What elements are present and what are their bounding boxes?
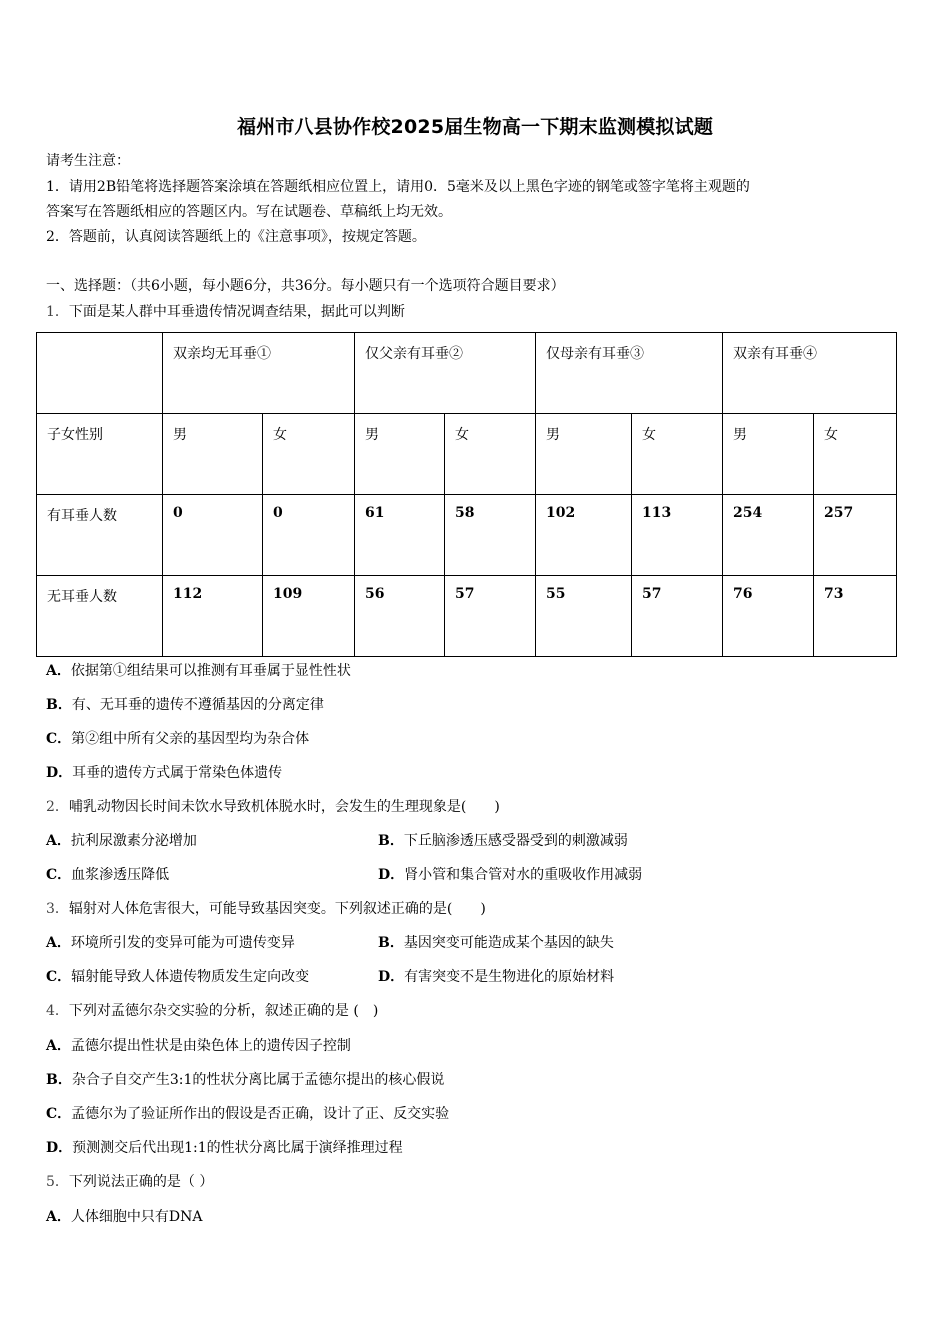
table-cell: 男: [723, 414, 814, 495]
table-cell: 女: [814, 414, 897, 495]
notice-item-1b: 答案写在答题纸相应的答题区内。写在试题卷、草稿纸上均无效。: [46, 204, 452, 220]
section-heading: 一、选择题：（共6小题，每小题6分，共36分。每小题只有一个选项符合题目要求）: [46, 278, 565, 294]
table-cell: 57: [632, 576, 723, 657]
option-text: 肾小管和集合管对水的重吸收作用减弱: [404, 867, 643, 883]
question-stem: 哺乳动物因长时间未饮水导致机体脱水时，会发生的生理现象是( ): [68, 799, 500, 815]
option-c: [46, 1104, 449, 1124]
group-header: 双亲有耳垂④: [723, 333, 897, 414]
table-cell: 55: [536, 576, 632, 657]
option-text: 抗利尿激素分泌增加: [70, 833, 197, 849]
table-cell: 56: [355, 576, 445, 657]
table-cell: 102: [536, 495, 632, 576]
row-label: 有耳垂人数: [37, 495, 163, 576]
table-cell: 76: [723, 576, 814, 657]
table-cell: 113: [632, 495, 723, 576]
row-label: 无耳垂人数: [37, 576, 163, 657]
question-stem: 下面是某人群中耳垂遗传情况调查结果，据此可以判断: [68, 304, 405, 320]
option-c: [46, 865, 169, 885]
table-cell: 0: [163, 495, 263, 576]
option-a: [46, 831, 197, 851]
option-b: [378, 933, 614, 953]
option-text: 辐射能导致人体遗传物质发生定向改变: [71, 969, 310, 985]
table-cell: [37, 333, 163, 414]
table-cell: 男: [536, 414, 632, 495]
option-text: 依据第①组结果可以推测有耳垂属于显性性状: [70, 663, 351, 679]
option-label: B．: [46, 1072, 72, 1088]
question-4: [46, 1001, 378, 1021]
option-a: [46, 1207, 202, 1227]
notice-heading: 请考生注意：: [46, 153, 130, 169]
question-2: [46, 797, 500, 817]
table-cell: 0: [263, 495, 355, 576]
question-number: 4．: [46, 1003, 69, 1019]
table-row: [37, 414, 897, 495]
option-a: [46, 661, 351, 681]
question-5: [46, 1172, 213, 1192]
option-text: 孟德尔提出性状是由染色体上的遗传因子控制: [70, 1038, 351, 1054]
option-label: C．: [46, 969, 72, 985]
option-b: [46, 695, 324, 715]
question-number: 3．: [46, 901, 69, 917]
option-c: [46, 729, 309, 749]
table-cell: 73: [814, 576, 897, 657]
option-c: [46, 967, 309, 987]
table-cell: 57: [445, 576, 536, 657]
option-text: 有害突变不是生物进化的原始材料: [404, 969, 615, 985]
option-text: 基因突变可能造成某个基因的缺失: [403, 935, 614, 951]
option-text: 耳垂的遗传方式属于常染色体遗传: [72, 765, 283, 781]
option-label: A．: [46, 833, 71, 849]
question-number: 2．: [46, 799, 69, 815]
question-stem: 下列说法正确的是（ ）: [68, 1174, 214, 1190]
group-header: 仅母亲有耳垂③: [536, 333, 723, 414]
option-a: [46, 1036, 351, 1056]
option-b: [46, 1070, 444, 1090]
group-header: 双亲均无耳垂①: [163, 333, 355, 414]
table-cell: 58: [445, 495, 536, 576]
option-label: A．: [46, 1209, 71, 1225]
table-cell: 109: [263, 576, 355, 657]
option-label: D．: [46, 1140, 73, 1156]
table-cell: 254: [723, 495, 814, 576]
option-label: D．: [378, 969, 405, 985]
table-row: [37, 333, 897, 414]
option-label: C．: [46, 1106, 72, 1122]
table-cell: 男: [355, 414, 445, 495]
notice-item-2: 2．答题前，认真阅读答题纸上的《注意事项》，按规定答题。: [46, 229, 426, 245]
option-d: [46, 763, 282, 783]
option-text: 血浆渗透压降低: [71, 867, 170, 883]
table-row: [37, 576, 897, 657]
option-label: D．: [46, 765, 73, 781]
question-1: [46, 302, 405, 322]
option-label: B．: [378, 833, 404, 849]
row-label: 子女性别: [37, 414, 163, 495]
option-label: C．: [46, 867, 72, 883]
earlobe-survey-table: [36, 332, 897, 657]
page-title: 福州市八县协作校2025届生物高一下期末监测模拟试题: [236, 116, 714, 138]
option-label: B．: [378, 935, 404, 951]
option-label: A．: [46, 1038, 71, 1054]
option-label: A．: [46, 935, 71, 951]
table-cell: 男: [163, 414, 263, 495]
option-d: [46, 1138, 403, 1158]
option-text: 下丘脑渗透压感受器受到的刺激减弱: [403, 833, 628, 849]
question-stem: 辐射对人体危害很大，可能导致基因突变。下列叙述正确的是( ): [68, 901, 486, 917]
option-label: C．: [46, 731, 72, 747]
table-cell: 61: [355, 495, 445, 576]
option-b: [378, 831, 628, 851]
option-d: [378, 865, 642, 885]
option-label: B．: [46, 697, 72, 713]
notice-item-1a: 1．请用2B铅笔将选择题答案涂填在答题纸相应位置上，请用0．5毫米及以上黑色字迹的钢笔或签字笔将主观题的: [46, 179, 750, 195]
table-row: [37, 495, 897, 576]
table-cell: 112: [163, 576, 263, 657]
table-cell: 257: [814, 495, 897, 576]
question-stem: 下列对孟德尔杂交实验的分析，叙述正确的是 ( ): [68, 1003, 379, 1019]
option-label: D．: [378, 867, 405, 883]
table-cell: 女: [263, 414, 355, 495]
option-text: 杂合子自交产生3:1的性状分离比属于孟德尔提出的核心假说: [71, 1072, 445, 1088]
question-number: 5．: [46, 1174, 69, 1190]
table-cell: 女: [445, 414, 536, 495]
group-header: 仅父亲有耳垂②: [355, 333, 536, 414]
table-cell: 女: [632, 414, 723, 495]
question-number: 1．: [46, 304, 69, 320]
question-3: [46, 899, 486, 919]
option-text: 有、无耳垂的遗传不遵循基因的分离定律: [71, 697, 324, 713]
option-d: [378, 967, 614, 987]
option-text: 环境所引发的变异可能为可遗传变异: [70, 935, 295, 951]
option-label: A．: [46, 663, 71, 679]
option-text: 预测测交后代出现1:1的性状分离比属于演绎推理过程: [72, 1140, 403, 1156]
option-a: [46, 933, 295, 953]
option-text: 第②组中所有父亲的基因型均为杂合体: [71, 731, 310, 747]
option-text: 孟德尔为了验证所作出的假设是否正确，设计了正、反交实验: [71, 1106, 450, 1122]
option-text: 人体细胞中只有DNA: [70, 1209, 203, 1225]
